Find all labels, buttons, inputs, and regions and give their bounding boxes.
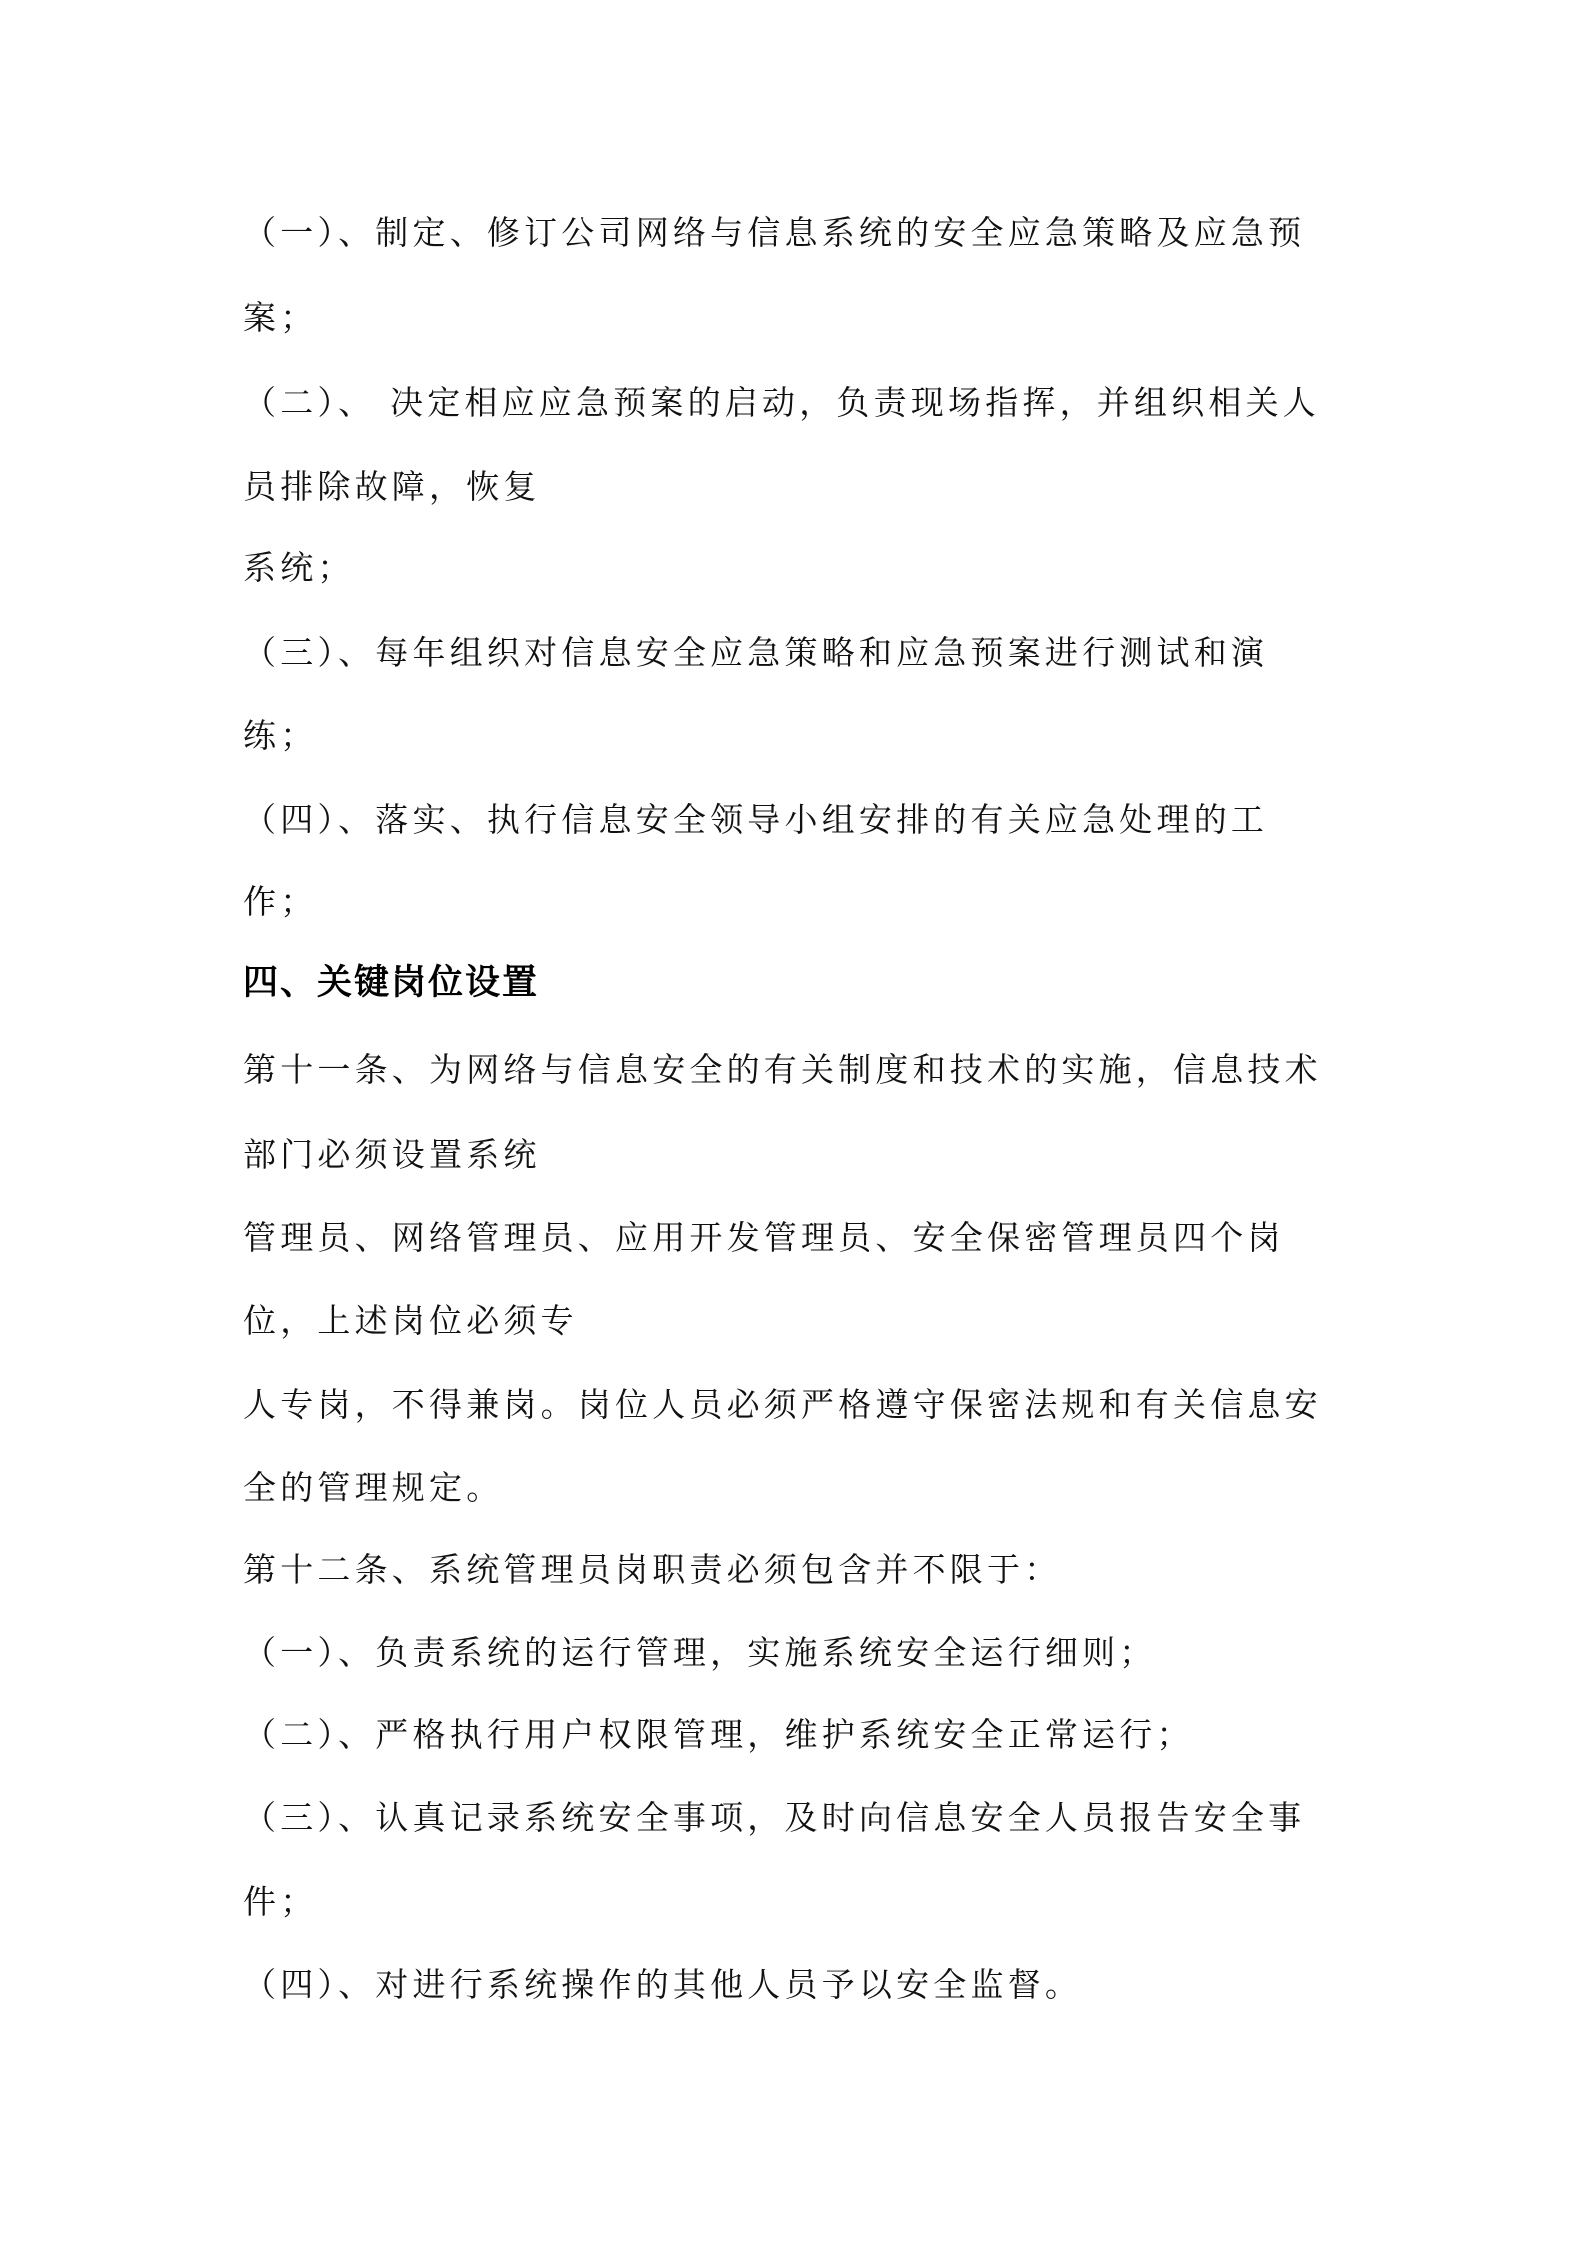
article-12-item-4: （四）、对进行系统操作的其他人员予以安全监督。 [243,1965,1083,2004]
article-12-item-2: （二）、严格执行用户权限管理，维护系统安全正常运行； [243,1715,1194,1754]
article-12-item-1: （一）、负责系统的运行管理，实施系统安全运行细则； [243,1633,1157,1672]
list-item-3-line-2: 练； [243,716,318,755]
article-11-line-5: 人专岗，不得兼岗。岗位人员必须严格遵守保密法规和有关信息安 [243,1385,1322,1424]
section-heading: 四、关键岗位设置 [243,963,540,1003]
list-item-4-line-1: （四）、落实、执行信息安全领导小组安排的有关应急处理的工 [243,800,1269,839]
list-item-2-line-1: （二）、 决定相应应急预案的启动，负责现场指挥，并组织相关人 [243,383,1320,422]
list-item-4-line-2: 作； [243,882,318,921]
list-item-3-line-1: （三）、每年组织对信息安全应急策略和应急预案进行测试和演 [243,633,1269,672]
article-12-item-3-line-2: 件； [243,1882,318,1921]
article-12-item-3-line-1: （三）、认真记录系统安全事项，及时向信息安全人员报告安全事 [243,1798,1306,1837]
article-11-line-2: 部门必须设置系统 [243,1135,541,1174]
article-12-intro: 第十二条、系统管理员岗职责必须包含并不限于： [243,1550,1062,1589]
list-item-1-line-1: （一）、制定、修订公司网络与信息系统的安全应急策略及应急预 [243,213,1306,252]
article-11-line-3: 管理员、网络管理员、应用开发管理员、安全保密管理员四个岗 [243,1218,1285,1257]
article-11-line-4: 位，上述岗位必须专 [243,1301,578,1340]
list-item-2-line-2: 员排除故障，恢复 [243,467,541,506]
article-11-line-1: 第十一条、为网络与信息安全的有关制度和技术的实施，信息技术 [243,1050,1322,1089]
list-item-1-line-2: 案； [243,298,318,337]
article-11-line-6: 全的管理规定。 [243,1468,504,1507]
list-item-2-line-3: 系统； [243,548,355,587]
